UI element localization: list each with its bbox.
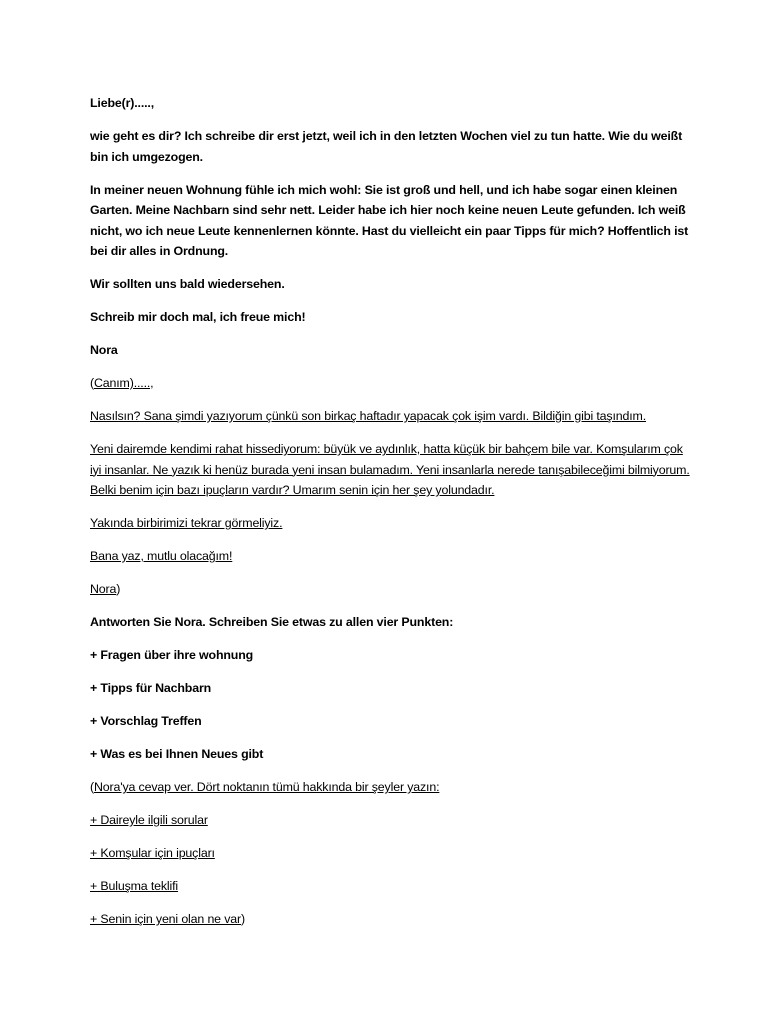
german-task-point: + Vorschlag Treffen xyxy=(90,714,202,728)
close-paren: ) xyxy=(240,912,245,926)
turkish-paragraph-2: Yeni dairemde kendimi rahat hissediyorum: büyük ve aydınlık, hatta küçük bir bahçem bile var. Komşularım çok iyi insanlar. Ne yazık ki henüz burada yeni insan bulamadım. Yeni insanlarla nerede tanışabileceğimi bilmiyorum. Belki benim için bazı ipuçların vardır? Umarım senin için her şey yolundadır. xyxy=(90,442,690,497)
turkish-task-point: + Buluşma teklifi xyxy=(90,879,179,893)
german-paragraph-4: Schreib mir doch mal, ich freue mich! xyxy=(90,310,306,324)
turkish-paragraph-3: Yakında birbirimizi tekrar görmeliyiz. xyxy=(90,516,283,530)
document-body xyxy=(90,93,690,942)
german-task-point: + Was es bei Ihnen Neues gibt xyxy=(90,747,264,761)
turkish-task-point: + Komşular için ipuçları xyxy=(90,846,215,860)
turkish-paragraph-1: Nasılsın? Sana şimdi yazıyorum çünkü son birkaç haftadır yapacak çok işim vardı. Bildiğin gibi taşındım. xyxy=(90,409,646,423)
turkish-paragraph-4: Bana yaz, mutlu olacağım! xyxy=(90,549,233,563)
turkish-task-instruction-line xyxy=(90,777,690,798)
german-task-instruction: Antworten Sie Nora. Schreiben Sie etwas zu allen vier Punkten: xyxy=(90,615,454,629)
german-task-point: + Tipps für Nachbarn xyxy=(90,681,212,695)
turkish-task-point: + Senin için yeni olan ne var xyxy=(90,912,241,926)
german-greeting: Liebe(r)....., xyxy=(90,96,154,110)
turkish-signature: Nora xyxy=(90,582,117,596)
turkish-task-instruction: Nora'ya cevap ver. Dört noktanın tümü hakkında bir şeyler yazın: xyxy=(93,780,440,794)
turkish-signature-line xyxy=(90,579,690,600)
turkish-greeting: Canım)....., xyxy=(93,376,154,390)
german-paragraph-2: In meiner neuen Wohnung fühle ich mich wohl: Sie ist groß und hell, und ich habe sogar einen kleinen Garten. Meine Nachbarn sind sehr nett. Leider habe ich hier noch keine neuen Leute gefunden. Ich weiß nicht, wo ich neue Leute kennenlernen könnte. Hast du vielleicht ein paar Tipps für mich? Hoffentlich ist bei dir alles in Ordnung. xyxy=(90,182,689,258)
close-paren: ) xyxy=(116,582,121,596)
german-paragraph-1: wie geht es dir? Ich schreibe dir erst jetzt, weil ich in den letzten Wochen viel zu tun hatte. Wie du weißt bin ich umgezogen. xyxy=(90,129,683,164)
german-task-point: + Fragen über ihre wohnung xyxy=(90,648,254,662)
open-paren: ( xyxy=(90,376,94,390)
turkish-task-point-last-line xyxy=(90,909,690,930)
turkish-greeting-line xyxy=(90,373,690,394)
german-paragraph-3: Wir sollten uns bald wiedersehen. xyxy=(90,277,285,291)
turkish-task-point: + Daireyle ilgili sorular xyxy=(90,813,208,827)
german-signature: Nora xyxy=(90,343,118,357)
open-paren: ( xyxy=(90,780,94,794)
